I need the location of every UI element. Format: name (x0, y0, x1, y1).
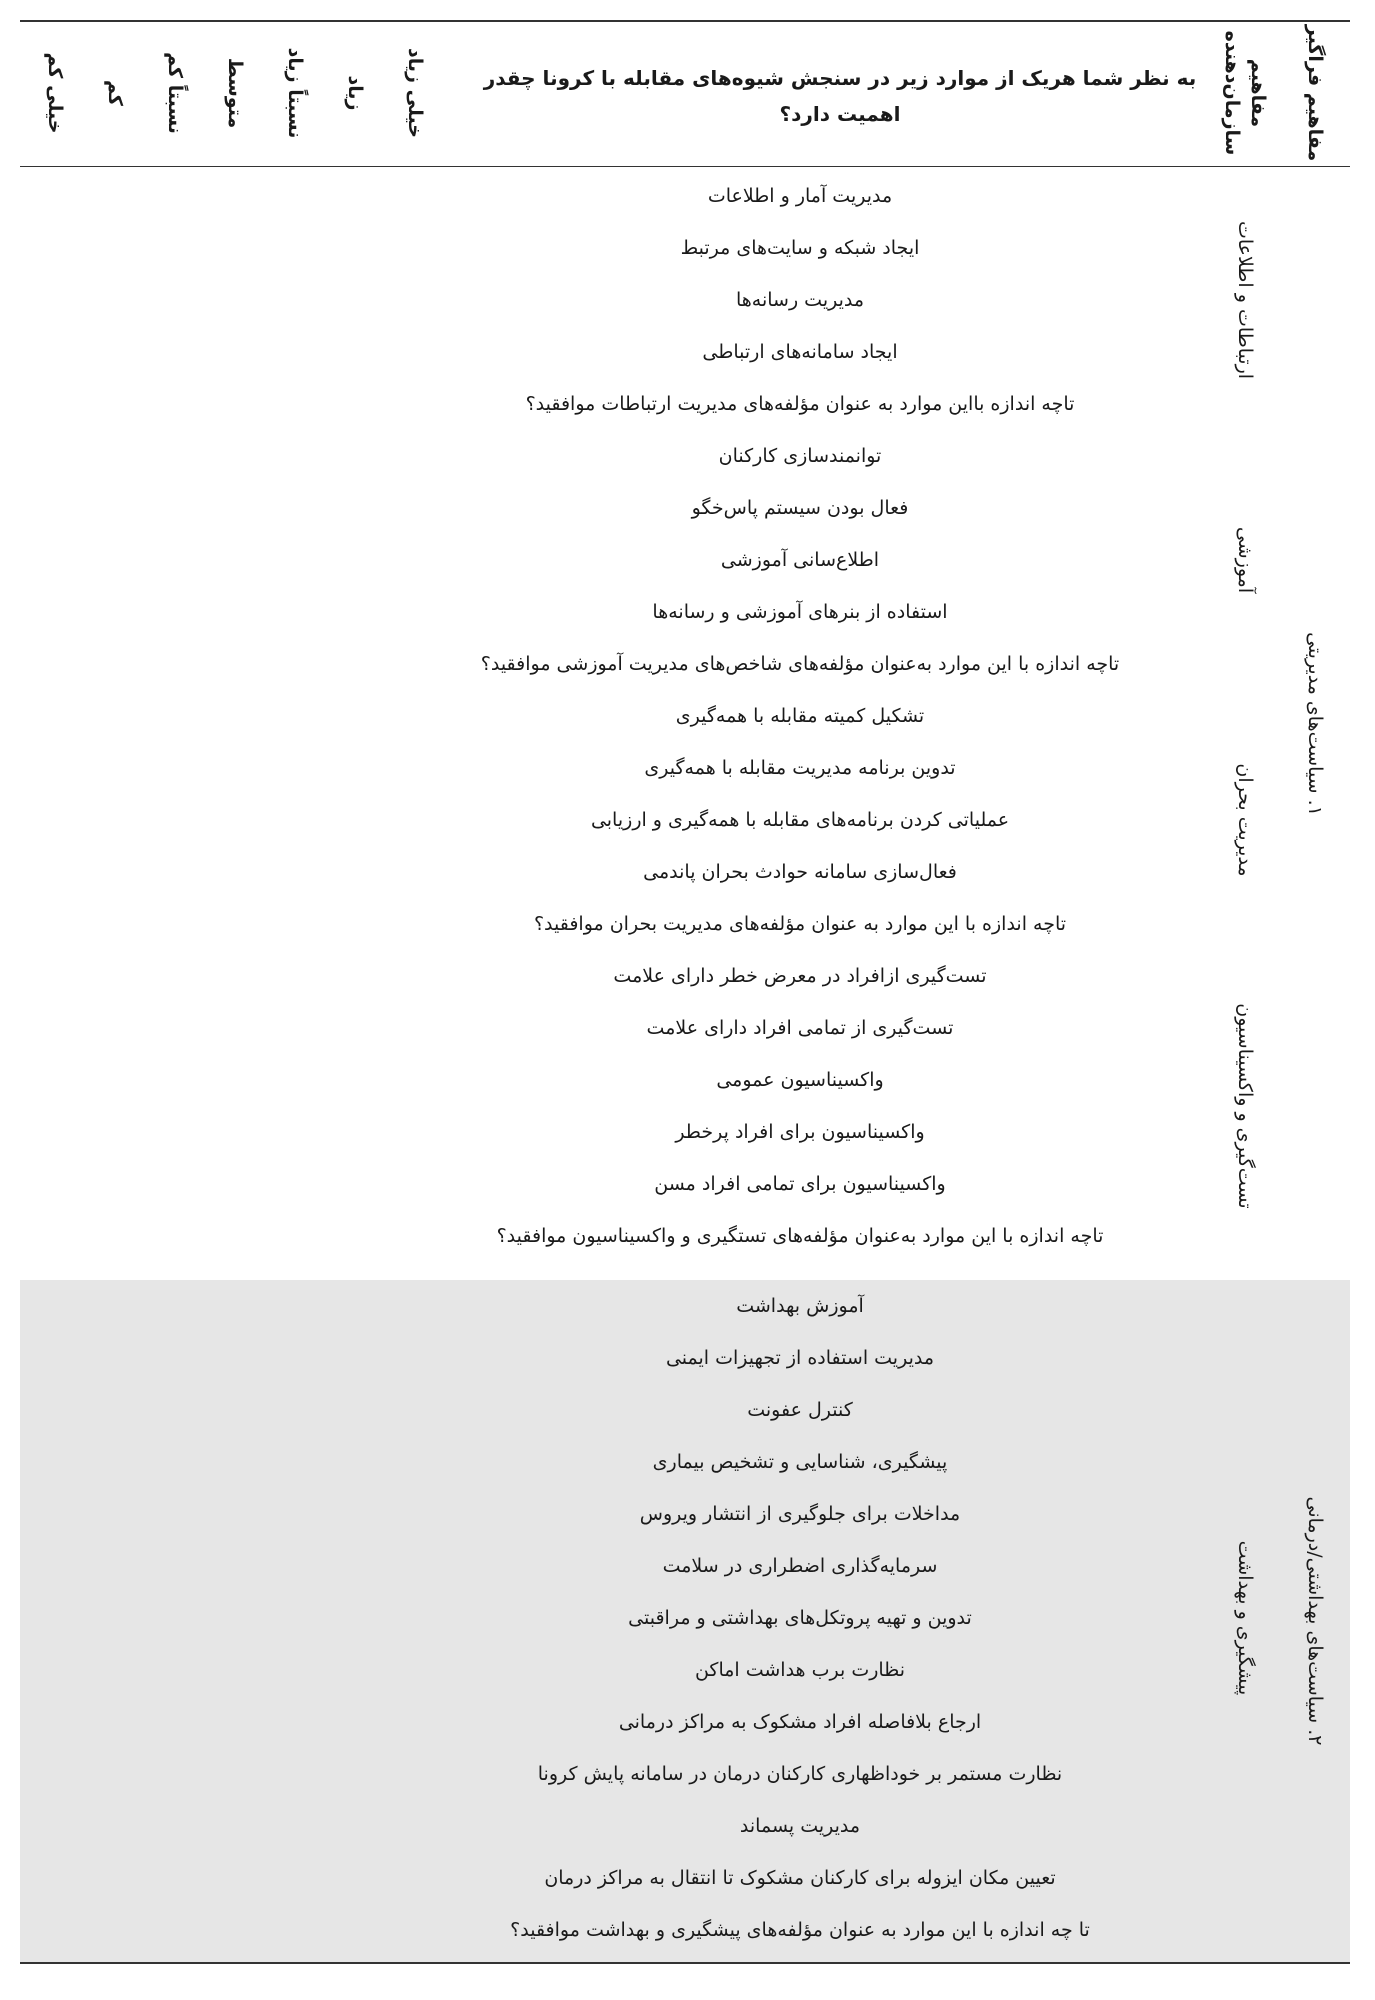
subgroup-prevention-hygiene (1210, 1280, 1280, 1956)
rating-header-very-high (385, 20, 445, 165)
list-item: آموزش بهداشت (736, 1295, 864, 1317)
list-item: تا چه اندازه با این موارد به عنوان مؤلفه‌های پیشگیری و بهداشت موافقید؟ (510, 1919, 1090, 1941)
subgroup-communications (1210, 170, 1280, 430)
survey-table (20, 20, 1350, 1975)
rating-header-fairly-high (265, 20, 325, 165)
list-item: واکسیناسیون برای افراد پرخطر (675, 1121, 925, 1143)
rating-header-high (325, 20, 385, 165)
rating-label: خیلی زیاد (404, 47, 426, 138)
major-group-management (1285, 167, 1345, 1280)
list-item: ایجاد شبکه و سایت‌های مرتبط (680, 237, 920, 259)
list-item: تست‌گیری از تمامی افراد دارای علامت (646, 1017, 954, 1039)
list-item: تعیین مکان ایزوله برای کارکنان مشکوک تا انتقال به مراکز درمان (544, 1867, 1056, 1889)
major-group-label: ۱. سیاست‌های مدیریتی (1304, 631, 1326, 816)
subgroup-label: تست‌گیری و واکسیناسیون (1234, 1003, 1256, 1209)
list-item: مدیریت استفاده از تجهیزات ایمنی (665, 1347, 935, 1369)
rating-label: زیاد (344, 75, 366, 110)
list-item: تاچه اندازه با این موارد به عنوان مؤلفه‌های مدیریت بحران موافقید؟ (533, 913, 1067, 935)
list-item: مدیریت آمار و اطلاعات (707, 185, 893, 207)
major-concept-header (1285, 20, 1345, 165)
major-group-health (1285, 1280, 1345, 1962)
major-group-label: ۲. سیاست‌های بهداشتی/درمانی (1304, 1496, 1326, 1746)
list-item: مدیریت پسماند (739, 1815, 861, 1837)
list-item: ارجاع بلافاصله افراد مشکوک به مراکز درمانی (618, 1711, 982, 1733)
list-item: تاچه اندازه بااین موارد به عنوان مؤلفه‌های مدیریت ارتباطات موافقید؟ (525, 393, 1075, 415)
list-item: ایجاد سامانه‌های ارتباطی (702, 341, 898, 363)
subgroup-testing-vaccination (1210, 950, 1280, 1262)
rating-header-very-low (25, 20, 85, 165)
subgroup-label: آموزشی (1234, 526, 1256, 594)
list-item: مدیریت رسانه‌ها (735, 289, 865, 311)
list-item: پیشگیری، شناسایی و تشخیص بیماری (652, 1451, 948, 1473)
subgroup-label: پیشگیری و بهداشت (1234, 1540, 1256, 1696)
rating-header-fairly-low (145, 20, 205, 165)
list-item: تدوین و تهیه پروتکل‌های بهداشتی و مراقبتی (628, 1607, 972, 1629)
rating-label: کم (104, 79, 126, 106)
list-item: فعال بودن سیستم پاس‌خگو (691, 497, 909, 519)
list-item: واکسیناسیون برای تمامی افراد مسن (654, 1173, 946, 1195)
list-item: فعال‌سازی سامانه حوادث بحران پاندمی (643, 861, 957, 883)
list-item: تشکیل کمیته مقابله با همه‌گیری (675, 705, 925, 727)
rating-label: نسبتاً زیاد (284, 47, 306, 138)
subgroup-label: ارتباطات و اطلاعات (1234, 220, 1256, 380)
subgroup-education (1210, 430, 1280, 690)
table-bottom-rule (20, 1962, 1350, 1964)
list-item: کنترل عفونت (747, 1399, 853, 1421)
organizing-concept-label: مفاهیم سازمان‌دهنده (1221, 30, 1269, 155)
header-rule (20, 166, 1350, 167)
major-concept-label: مفاهیم فراگیر (1304, 24, 1326, 161)
rating-header-low (85, 20, 145, 165)
organizing-concept-header (1210, 20, 1280, 165)
list-item: تست‌گیری ازافراد در معرض خطر دارای علامت (613, 965, 987, 987)
subgroup-crisis-management (1210, 690, 1280, 950)
list-item: اطلاع‌سانی آموزشی (720, 549, 880, 571)
list-item: عملیاتی کردن برنامه‌های مقابله با همه‌گیری و ارزیابی (590, 809, 1010, 831)
list-item: مداخلات برای جلوگیری از انتشار ویروس (639, 1503, 961, 1525)
list-item: تاچه اندازه با این موارد به‌عنوان مؤلفه‌های تستگیری و واکسیناسیون موافقید؟ (496, 1225, 1104, 1247)
rating-header-medium (205, 20, 265, 165)
list-item: توانمندسازی کارکنان (718, 445, 882, 467)
list-item: نظارت برب هداشت اماکن (694, 1659, 906, 1681)
list-item: سرمایه‌گذاری اضطراری در سلامت (662, 1555, 938, 1577)
list-item: استفاده از بنرهای آموزشی و رسانه‌ها (652, 601, 948, 623)
survey-question: به نظر شما هریک از موارد زیر در سنجش شیوه‌های مقابله با کرونا چقدر اهمیت دارد؟ (483, 66, 1197, 126)
list-item: تدوین برنامه مدیریت مقابله با همه‌گیری (644, 757, 956, 779)
subgroup-label: مدیریت بحران (1234, 763, 1256, 877)
list-item: تاچه اندازه با این موارد به‌عنوان مؤلفه‌های شاخص‌های مدیریت آموزشی موافقید؟ (480, 653, 1120, 675)
list-item: واکسیناسیون عمومی (716, 1069, 884, 1091)
list-item: نظارت مستمر بر خوداظهاری کارکنان درمان در سامانه پایش کرونا (537, 1763, 1063, 1785)
rating-label: خیلی کم (44, 52, 66, 133)
rating-label: متوسط (224, 57, 246, 128)
rating-label: نسبتاً کم (164, 51, 186, 134)
